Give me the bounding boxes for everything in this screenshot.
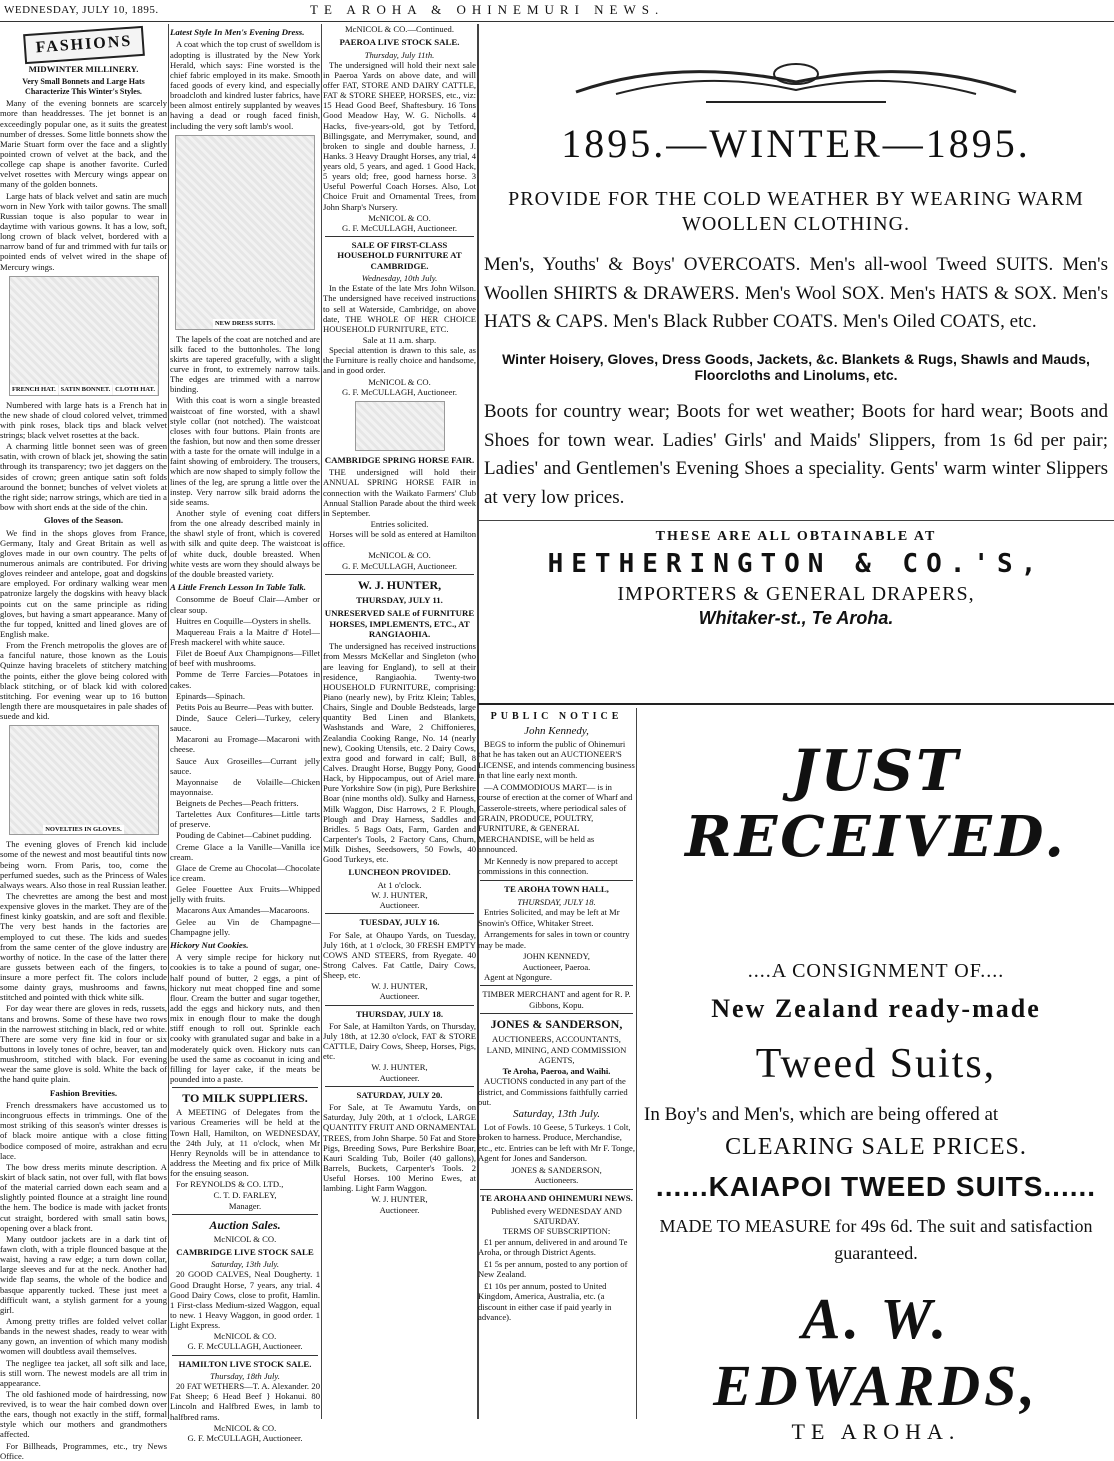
auctioneer-name: W. J. HUNTER,: [371, 1194, 428, 1205]
sale-body: For Sale, at Ohaupo Yards, on Tuesday, July 16th, at 1 o'clock, 30 FRESH EMPTY COWS AND STEERS, from Ryegate. 40 Strong Calves. Fat Cattle, Dairy Cows, Sheep, etc.: [323, 929, 476, 981]
paragraph: —A COMMODIOUS MART— is in course of erection at the corner of Wharf and Casserole-streets, where periodical sales of GRAIN, PRODUCE, POULTRY, FURNITURE, & GENERAL MERCHANDISE, will be held as announced.: [478, 781, 633, 855]
paragraph: From the French metropolis the gloves are of a fanciful nature, those known as the Louis Quinze having bracelets of stitchery matching the points, either the glove being colored with black stitching, or of black kid with colored stitching. For evening wear up to 16 button length there are mousquetaires in pale shades of suede and kid.: [0, 640, 167, 722]
signature-title: Auctioneers.: [534, 1175, 579, 1186]
notice-name: John Kennedy,: [524, 725, 589, 738]
auctioneer-title: Auctioneer.: [379, 1204, 420, 1215]
caption: CLOTH HAT.: [115, 385, 156, 393]
article-heading: Latest Style In Men's Evening Dress.: [170, 27, 305, 37]
sale-date: Thursday, 18th July.: [210, 1370, 280, 1381]
divider: [480, 880, 633, 881]
divider: [325, 913, 474, 914]
auction-sales-heading: Auction Sales.: [209, 1217, 281, 1232]
sale-note: Special attention is drawn to this sale, as the Furniture is really choice and handsome, and in good order.: [323, 345, 476, 376]
sale-date: Saturday, 13th July.: [211, 1259, 279, 1270]
firm-description: AUCTIONEERS, ACCOUNTANTS, LAND, MINING, AND COMMISSION AGENTS,: [486, 1034, 627, 1066]
firm-name: HETHERINGTON & CO.'S,: [547, 549, 1045, 580]
divider: [325, 574, 474, 575]
paragraph: Large hats of black velvet and satin are much worn in New York with tailor gowns. The small Russian toque is also popular to wear in daytime with various gowns. It has a low, soft, long crown of black velvet, bordered with a narrow band of fur and trimmed with fur tails or pointed ends of velvet wired in the shape of Mercury wings.: [0, 190, 167, 272]
sale-body: The undersigned will hold their next sale in Paeroa Yards on above date, and will offer FAT, STORE AND DAIRY CATTLE, FAT & STORE SHEEP, HORSES, etc., viz: 15 Head Good Beef, Shaftesbury. 16 Tons Good Meadow Hay, W. G. Nicholls. 4 Hacks, five-years-old, got by Tetford, Billingsgate, and Merrymaker, sound, and broken to single and double harness, J. Hanks. 3 Heavy Draught Horses, any trial, 4 years old, 5 years, and aged. 1 Good Hack, 5 years old; free, good harness horse. 3 Useful Powerful Coach Horses. Also, Lot Choice Fruit and Ornamental Trees, from John Sharp's Nursery.: [323, 59, 476, 212]
paragraph: BEGS to inform the public of Ohinemuri that he has taken out an AUCTIONEER'S LICENSE, and intends commencing business in that line early next month.: [478, 738, 635, 781]
made-to-measure: MADE TO MEASURE for 49s 6d. The suit and satisfaction guaranteed.: [659, 1215, 1093, 1263]
masthead: [0, 0, 1114, 22]
column-menswear: [170, 24, 320, 1443]
auctioneer-name: W. J. HUNTER,: [371, 889, 428, 900]
sale-heading: CAMBRIDGE LIVE STOCK SALE: [176, 1246, 314, 1257]
french-menu-list: [170, 594, 320, 937]
caption: NEW DRESS SUITS.: [214, 319, 276, 327]
signature-for: For REYNOLDS & CO. LTD.,: [176, 1179, 284, 1190]
paragraph: Another style of evening coat differs from the one already described mainly in the shawl style of front, which is covered with silk and quite deep. The waistcoat is of white duck, double breasted. When white vests are worn they should always be of the double breasted variety.: [170, 508, 320, 579]
notice-heading: PUBLIC NOTICE: [490, 711, 623, 722]
luncheon-time: At 1 o'clock.: [377, 879, 422, 890]
sale-date: Thursday, July 11th.: [364, 49, 435, 60]
paragraph: With this coat is worn a single breasted waistcoat of fine worsted, with a shawl style collar (not notched). The waistcoat closes with four buttons. Plain fronts are the fashion, but now and then some dresser with a taste for the ornate will indulge in a faint showing of embroidery. The trousers, which are now shaped to simply follow the lines of the leg, are sprung a little over the instep. Very narrow silk braid adorns the side seams.: [170, 395, 320, 507]
issue-date: WEDNESDAY, JULY 10, 1895.: [4, 4, 159, 16]
caption: NOVELTIES IN GLOVES.: [45, 825, 122, 833]
menu-item: Huitres en Coquille—Oysters in shells.: [176, 615, 311, 626]
merchant-name: A. W. EDWARDS,: [713, 1285, 1039, 1418]
luncheon-note: LUNCHEON PROVIDED.: [348, 867, 451, 878]
offer-line: In Boy's and Men's, which are being offered at: [644, 1103, 999, 1125]
paragraph: The old fashioned mode of hairdressing, now revived, is to wear the hair combed down over the ears, though not exactly in the stiff, formal style which our mothers and grandmothers affected.: [0, 1388, 167, 1440]
paragraph: The lapels of the coat are notched and are silk faced to the buttonholes. The long skirts are tapered gracefully, with a slight curve in front, to extremely narrow tails. The edges are trimmed with a narrow binding.: [170, 333, 320, 395]
subscription-rate: £1 5s per annum, posted to any portion of New Zealand.: [478, 1258, 628, 1280]
consignment-line: ....A CONSIGNMENT OF....: [747, 960, 1005, 982]
divider: [480, 1013, 633, 1014]
article-heading: MIDWINTER MILLINERY.: [28, 64, 139, 74]
column-rule: [321, 24, 322, 1419]
auctioneer-name: G. F. McCULLAGH, Auctioneer.: [187, 1341, 303, 1352]
subscription-rate: £1 10s per annum, posted to United Kingdom, America, Australia, etc. (a discount in either case if paid yearly in advance).: [478, 1280, 612, 1323]
auctioneer-firm: McNICOL & CO.: [213, 1331, 277, 1342]
paragraph: TIMBER MERCHANT and agent for R. P. Gibbons, Kopu.: [482, 989, 631, 1010]
sale-date: THURSDAY, JULY 18.: [355, 1008, 444, 1019]
terms-heading: TERMS OF SUBSCRIPTION:: [502, 1226, 611, 1237]
publication-schedule: Published every WEDNESDAY AND SATURDAY.: [491, 1205, 622, 1226]
auctioneer-heading: W. J. HUNTER,: [357, 577, 442, 592]
sale-body: Lot of Fowls. 10 Geese, 5 Turkeys. 1 Colt, broken to harness. Produce, Merchandise, etc., etc. Entries can be left with Mr F. Tonge, Agent for Jones and Sanderson.: [478, 1121, 636, 1164]
obtainable-label: THESE ARE ALL OBTAINABLE AT: [655, 529, 937, 545]
paragraph: Numbered with large hats is a French hat in the new shade of cloud colored velvet, trimmed with pink roses, black tips and black velvet strings; black velvet rosettes at the back.: [0, 399, 167, 441]
menu-item: Tartelettes Aux Confitures—Little tarts of preserve.: [170, 809, 320, 830]
newspaper-title: TE AROHA & OHINEMURI NEWS.: [310, 2, 665, 17]
menu-item: Macaroni au Fromage—Macaroni with cheese.: [170, 734, 320, 755]
divider: [478, 520, 1114, 521]
sale-date: THURSDAY, JULY 11.: [356, 594, 443, 605]
auctioneer-firm: McNICOL & CO.: [368, 550, 431, 561]
ornament-scroll-icon: [556, 52, 1036, 112]
sale-heading: SALE OF FIRST-CLASS HOUSEHOLD FURNITURE AT CAMBRIDGE.: [337, 240, 462, 271]
gloves-illustration: [9, 725, 159, 835]
article-subheading: Very Small Bonnets and Large Hats Characterize This Winter's Styles.: [22, 77, 145, 96]
footwear-list: Boots for country wear; Boots for wet weather; Boots for hard wear; Boots and Shoes for town wear. Ladies' Girls' and Maids' Slippers, from 1s 6d per pair; Ladies' and Gentlemen's Evening Shoes a speciality. Gents' warm winter Slippers at very low prices.: [484, 401, 1108, 508]
divider: [172, 1355, 318, 1356]
menu-item: Macarons Aux Amandes—Macaroons.: [176, 905, 310, 916]
auctioneer-title: Auctioneer.: [379, 991, 420, 1002]
dress-suits-illustration: [175, 135, 315, 330]
auctioneer-firm: McNICOL & CO.: [213, 1422, 277, 1433]
paper-name: TE AROHA AND OHINEMURI NEWS.: [480, 1192, 633, 1203]
sale-date: Wednesday, 10th July.: [361, 273, 438, 284]
article-heading: Hickory Nut Cookies.: [170, 939, 249, 950]
menu-item: Creme Glace a la Vanille—Vanilla ice cream.: [170, 841, 320, 862]
auctioneer-firm: McNICOL & CO.: [213, 1233, 277, 1244]
sale-body: For Sale, at Te Awamutu Yards, on Saturday, July 20th, at 1 o'clock, LARGE QUANTITY FRUIT AND ORNAMENTAL TREES, from John Sharpe. 50 Fat and Store Pigs, Breeding Sows, Pure Berkshire Boar, Kauri Scalding Tub, Boiler (40 gallons), Barrels, Buckets, Carpenter's Tools. 2 Useful Horses. 100 Merino Ewes, at lambing. Light Farm Waggon.: [323, 1102, 476, 1194]
paragraph: The evening gloves of French kid include some of the newest and most beautiful tints now being worn. From Paris, too, come the perfumed suedes, such as the Princess of Wales always wears. Also those in real Russian leather.: [0, 839, 167, 890]
section-heading: Gloves of the Season.: [43, 515, 124, 526]
continued-label: McNICOL & CO.—Continued.: [344, 24, 454, 34]
paragraph: A coat which the top crust of swelldom is adopting is illustrated by the New York Herald, which says: Fine worsted is the chief fabric employed in its make. Smooth faced goods of every kind, and especially broadcloth and kindred luster fabrics, have been almost entirely supplanted by weaves having a dead or rough faced finish, including the very soft lamb's wool.: [170, 39, 320, 131]
milk-suppliers-heading: TO MILK SUPPLIERS.: [182, 1091, 308, 1106]
venue-date: THURSDAY, JULY 18.: [517, 896, 596, 907]
auctioneer-title: Auctioneer.: [379, 1072, 420, 1083]
nz-readymade: New Zealand ready-made: [711, 994, 1041, 1023]
signature: JOHN KENNEDY,: [523, 951, 590, 962]
bonnet-illustration: [9, 276, 159, 396]
paragraph: The chevrettes are among the best and most expensive gloves in the market. They are of the finest kinky goatskin, and are soft and flexible. The very best hands in the factories are employed to cut these. The kids and suedes from the same center of the glove industry are worthy of notice. In the case of the latter there are gussets between each of the fingers, to insure a more perfect fit. The colors include some dainty grays, mushrooms and fawns, stitched and pointed with thick white silk.: [0, 890, 167, 1003]
divider: [325, 236, 474, 237]
divider: [325, 1005, 474, 1006]
paragraph: We find in the shops gloves from France, Germany, Italy and Great Britain as well as gloves made in our own country. The pelts of numerous animals are contributed. For driving gloves reindeer and antelope, goat and dogskins are employed. For ordinary walking wear men patronize largely the dogskins with heavy black points cut on the same principle as riding gloves, but having a smart appearance. Many of the fur topped, knitted and lined gloves are of English make.: [0, 527, 167, 639]
sale-body: For Sale, at Hamilton Yards, on Thursday, July 18th, at 12.30 o'clock, FAT & STORE CATTLE, Dairy Cows, Sheep, Horses, Pigs, etc.: [323, 1020, 476, 1062]
column-rule: [168, 24, 169, 1419]
article-heading: A Little French Lesson In Table Talk.: [170, 582, 306, 593]
auctioneer-firm: McNICOL & CO.: [368, 376, 431, 387]
paragraph: Agent at Ngongure.: [484, 972, 553, 982]
paragraph: A charming little bonnet seen was of green satin, with crown of black jet, showing the satin through its transparency; two jet daggers on the sides of crown; green antique satin soft folds around the bonnet; bunches of velvet violets at the right side; narrow strings, which are tied in a bow with short ends at the side of the chin.: [0, 441, 167, 513]
menu-item: Pouding de Cabinet—Cabinet pudding.: [176, 830, 312, 841]
paragraph: The negligee tea jacket, all soft silk and lace, is still worn. The newest models are all trim in appearance.: [0, 1357, 167, 1388]
fashions-banner: FASHIONS: [23, 26, 145, 64]
menu-item: Epinards—Spinach.: [176, 690, 245, 701]
sale-heading: UNRESERVED SALE of FURNITURE HORSES, IMPLEMENTS, ETC., AT RANGIAOHIA.: [324, 608, 475, 639]
divider: [480, 1189, 633, 1190]
drapery-list: Winter Hoisery, Gloves, Dress Goods, Jackets, &c. Blankets & Rugs, Shawls and Mauds, Floorcloths and Linolums, etc.: [502, 350, 1090, 384]
signature-title: Auctioneer, Paeroa.: [522, 961, 591, 972]
sale-heading: CAMBRIDGE SPRING HORSE FAIR.: [324, 454, 475, 465]
paragraph: Among pretty trifles are folded velvet collar bands in the newest shades, ready to wear with any gown, an invention of which many modish women will doubtless avail themselves.: [0, 1315, 167, 1357]
divider: [172, 1214, 318, 1215]
signature: C. T. D. FARLEY,: [213, 1190, 277, 1201]
paragraph: Many of the evening bonnets are scarcely more than headdresses. The jet bonnet is an exceedingly popular one, as it suits the greatest number of dresses. Some little bonnets show the Marie Stuart form over the face and a slightly pointed crown of velvet at the back, and the college cap shape is another favorite. Curled velvet rosettes with Mercury wings appear on many of the golden bonnets.: [0, 98, 167, 190]
sale-heading: HAMILTON LIVE STOCK SALE.: [178, 1358, 312, 1369]
caption: SATIN BONNET.: [60, 385, 111, 393]
menu-item: Beignets de Peches—Peach fritters.: [176, 798, 299, 809]
menu-item: Dinde, Sauce Celeri—Turkey, celery sauce.: [170, 712, 320, 734]
section-heading: Fashion Brevities.: [49, 1087, 118, 1098]
sale-body: In the Estate of the late Mrs John Wilson. The undersigned have received instructions to sell at Waterside, Cambridge, on above date, THE WHOLE OF HER CHOICE HOUSEHOLD FURNITURE, ETC.: [323, 283, 476, 334]
auctioneer-name: G. F. McCULLAGH, Auctioneer.: [341, 560, 458, 571]
column-fashions: [0, 24, 167, 1461]
menu-item: Gelee Fouettee Aux Fruits—Whipped jelly with fruits.: [170, 884, 320, 905]
subscription-rate: £1 per annum, delivered in and around Te Aroha, or through District Agents.: [478, 1236, 628, 1258]
menu-item: Sauce Aux Groseilles—Currant jelly sauce.: [170, 755, 320, 776]
auctioneer-name: G. F. McCULLAGH, Auctioneer.: [341, 222, 458, 233]
paragraph: For day wear there are gloves in reds, russets, tans and browns. Some of these have two rows in the narrowest stitching in black, red or white. There are some very fine kid in four or six buttons in lovely tones of ochre, beaver, tan and mushroom, stitched with black. For evening wear the same glove is sold. White the back of the hand quite plain.: [0, 1003, 167, 1085]
sale-note: Horses will be sold as entered at Hamilton office.: [323, 529, 476, 550]
hetherington-advert: [478, 24, 1114, 702]
merchant-town: TE AROHA.: [791, 1418, 961, 1444]
signature-title: Manager.: [228, 1200, 262, 1211]
winter-headline: 1895.—WINTER—1895.: [561, 121, 1031, 166]
kaiapoi-line: ......KAIAPOI TWEED SUITS......: [655, 1170, 1097, 1202]
office-notice: For Billheads, Programmes, etc., try News Office.: [0, 1440, 167, 1461]
sale-time: Sale at 11 a.m. sharp.: [362, 335, 437, 346]
sale-body: THE undersigned will hold their ANNUAL SPRING HORSE FAIR in connection with the Waikato Farmers' Club Annual Stallion Parade about the third week in September.: [323, 467, 476, 518]
paragraph: Mr Kennedy is now prepared to accept commissions in this connection.: [478, 855, 618, 877]
sale-note: Entries solicited.: [370, 518, 429, 529]
firm-heading: JONES & SANDERSON,: [490, 1017, 623, 1032]
sale-body: The undersigned has received instructions from Messrs McKellar and Singleton (who are leaving for England), to sell at their residence, Rangiaohia. Twenty-two HOUSEHOLD FURNITURE, comprising: Piano (nearly new), by Fritz Klein; Tables, Chairs, Single and Double Bedsteads, large quantity Bed Linen and Blankets, Washstands and Ware, 2 Chiffonieres, Zealandia Cooking Range, No. 14 (nearly new), Cooking Utensils, etc. 2 Dairy Cows, extra good and forward in calf; Bull, 8 Calves. Draught Horse, Buggy Pony, Good Hack, by Hippocampus, out of Ariel mare. Pure Yorkshire Sow (in pig), Pure Berkshire Boar (nine months old). Sulky and Harness, Milk Waggon, Disc Harrows, 2 F. Plough, Plough and Dray Harness, Saddles and Bridles. 5 Bags Oats, Farm, Garden and Carpenter's Tools, 2 Factory Cans, Churn, Milk Dishes, Seedsowers, 50 Fowls, 40 Good Turkeys, etc.: [323, 641, 476, 865]
paragraph: A very simple recipe for hickory nut cookies is to take a pound of sugar, one-half pound of butter, 2 eggs, a pint of hickory nut meat chopped fine and some flour. Cream the butter and sugar together, add the eggs and hickory nuts, and then mix in enough flour to make the dough stiff enough to roll out. Sprinkle each cooky with granulated sugar and bake in a moderately quick oven. Hickory nuts can be used the same as cocoanut in icing and filling for layer cake, if the meats be pounded into a paste.: [170, 952, 320, 1084]
firm-description: IMPORTERS & GENERAL DRAPERS,: [617, 583, 975, 606]
menu-item: Consomme de Boeuf Clair—Amber or clear soup.: [170, 594, 320, 615]
auctioneer-name: G. F. McCULLAGH, Auctioneer.: [341, 386, 458, 397]
auctioneer-name: W. J. HUNTER,: [371, 981, 428, 992]
advert-subheading: PROVIDE FOR THE COLD WEATHER BY WEARING WARM WOOLLEN CLOTHING.: [508, 188, 1084, 235]
section-rule: [478, 703, 1114, 705]
menu-item: Gelee au Vin de Champagne—Champagne jelly.: [170, 916, 320, 937]
paragraph: Entries Solicited, and may be left at Mr Snowin's Office, Whitaker Street.: [478, 907, 620, 928]
menu-item: Filet de Boeuf Aux Champignons—Fillet of beef with mushrooms.: [170, 648, 320, 669]
caption: FRENCH HAT.: [11, 385, 56, 393]
sale-body: 20 GOOD CALVES, Neal Dougherty. 1 Good Draught Horse, 7 years, any trial. 4 Good Dairy Cows, close to profit, Hamlin. 1 First-class Medium-sized Waggon, equal to new. 1 Heavy Waggon, in good order. 1 Light Express.: [170, 1269, 320, 1331]
divider: [172, 1087, 318, 1088]
milk-suppliers-body: A MEETING of Delegates from the various Creameries will be held at the Town Hall, Hamilton, on WEDNESDAY, the 24th July, at 11 o'clock, when Mr Henry Reynolds will be in attendance to address the Meeting and fix price of Milk for the ensuing season.: [170, 1107, 320, 1179]
sale-date: TUESDAY, JULY 16.: [359, 917, 440, 928]
paragraph: The bow dress merits minute description. A skirt of black satin, not over full, with flat bows of the material carried down each seam and a slightly pointed flounce at a straight line round the hem. The bodice is made with jacket fronts cut straight, bordered with small satin bows, opening over a black front.: [0, 1161, 167, 1233]
paragraph: Many outdoor jackets are in a dark tint of fawn cloth, with a triple flounced basque at the waist, having a raw edge; a turn down collar, large sleeves and fur at the neck. Another had wide flap seams, the whole of the bodice and basque apparently tucked. These just meet a difficult want, a stylish garment for a young girl.: [0, 1233, 167, 1315]
sale-date: SATURDAY, JULY 20.: [356, 1089, 443, 1100]
public-notice-column: [478, 708, 635, 1419]
divider: [480, 985, 633, 986]
firm-address: Whitaker-st., Te Aroha.: [698, 608, 894, 629]
just-received-headline: JUST RECEIVED.: [685, 738, 1067, 870]
paragraph: Arrangements for sales in town or country may be made.: [478, 929, 630, 950]
auctioneer-name: W. J. HUNTER,: [371, 1062, 428, 1073]
paragraph: French dressmakers have accustomed us to incongruous effects in trimmings. One of the most striking of this season's winter dresses is of black moire antique with a close fitting bodice composed of moire, astrakhan and ecru lace.: [0, 1099, 167, 1161]
menu-item: Mayonnaise de Volaille—Chicken mayonnaise.: [170, 776, 320, 797]
divider: [325, 1086, 474, 1087]
firm-towns: Te Aroha, Paeroa, and Waihi.: [502, 1065, 611, 1076]
menu-item: Glace de Creme au Chocolat—Chocolate ice cream.: [170, 862, 320, 884]
venue-heading: TE AROHA TOWN HALL,: [504, 883, 609, 894]
menswear-list: Men's, Youths' & Boys' OVERCOATS. Men's all-wool Tweed SUITS. Men's Woollen SHIRTS & DRAWERS. Men's Wool SOX. Men's HATS & SOX. Men's HATS & CAPS. Men's Black Rubber COATS. Men's Oiled COATS, etc.: [484, 254, 1108, 332]
menu-item: Pomme de Terre Farcies—Potatoes in cakes.: [170, 669, 320, 690]
horse-illustration: [355, 401, 445, 451]
sale-body: 20 FAT WETHERS—T. A. Alexander. 20 Fat Sheep; 6 Head Beef } Hokanui. 80 Lincoln and Halfbred Ewes, in lamb to halfbred rams.: [170, 1381, 320, 1422]
edwards-advert: [638, 708, 1114, 1444]
paragraph: AUCTIONS conducted in any part of the district, and Commissions faithfully carried out.: [478, 1076, 628, 1107]
menu-item: Petits Pois au Beurre—Peas with butter.: [176, 701, 314, 712]
auctioneer-title: Auctioneer.: [379, 900, 420, 911]
tweed-suits: Tweed Suits,: [755, 1040, 997, 1087]
auctioneer-name: G. F. McCULLAGH, Auctioneer.: [187, 1432, 303, 1443]
clearing-prices: CLEARING SALE PRICES.: [725, 1133, 1027, 1160]
sale-date: Saturday, 13th July.: [513, 1108, 600, 1121]
sale-heading: PAEROA LIVE STOCK SALE.: [339, 37, 460, 48]
auctioneer-firm: McNICOL & CO.: [368, 212, 431, 223]
column-auctions: [323, 24, 476, 1419]
menu-item: Maquereau Frais a la Maitre d' Hotel—Fresh mackerel with white sauce.: [170, 626, 320, 647]
column-rule: [636, 708, 637, 1419]
signature: JONES & SANDERSON,: [511, 1164, 602, 1175]
